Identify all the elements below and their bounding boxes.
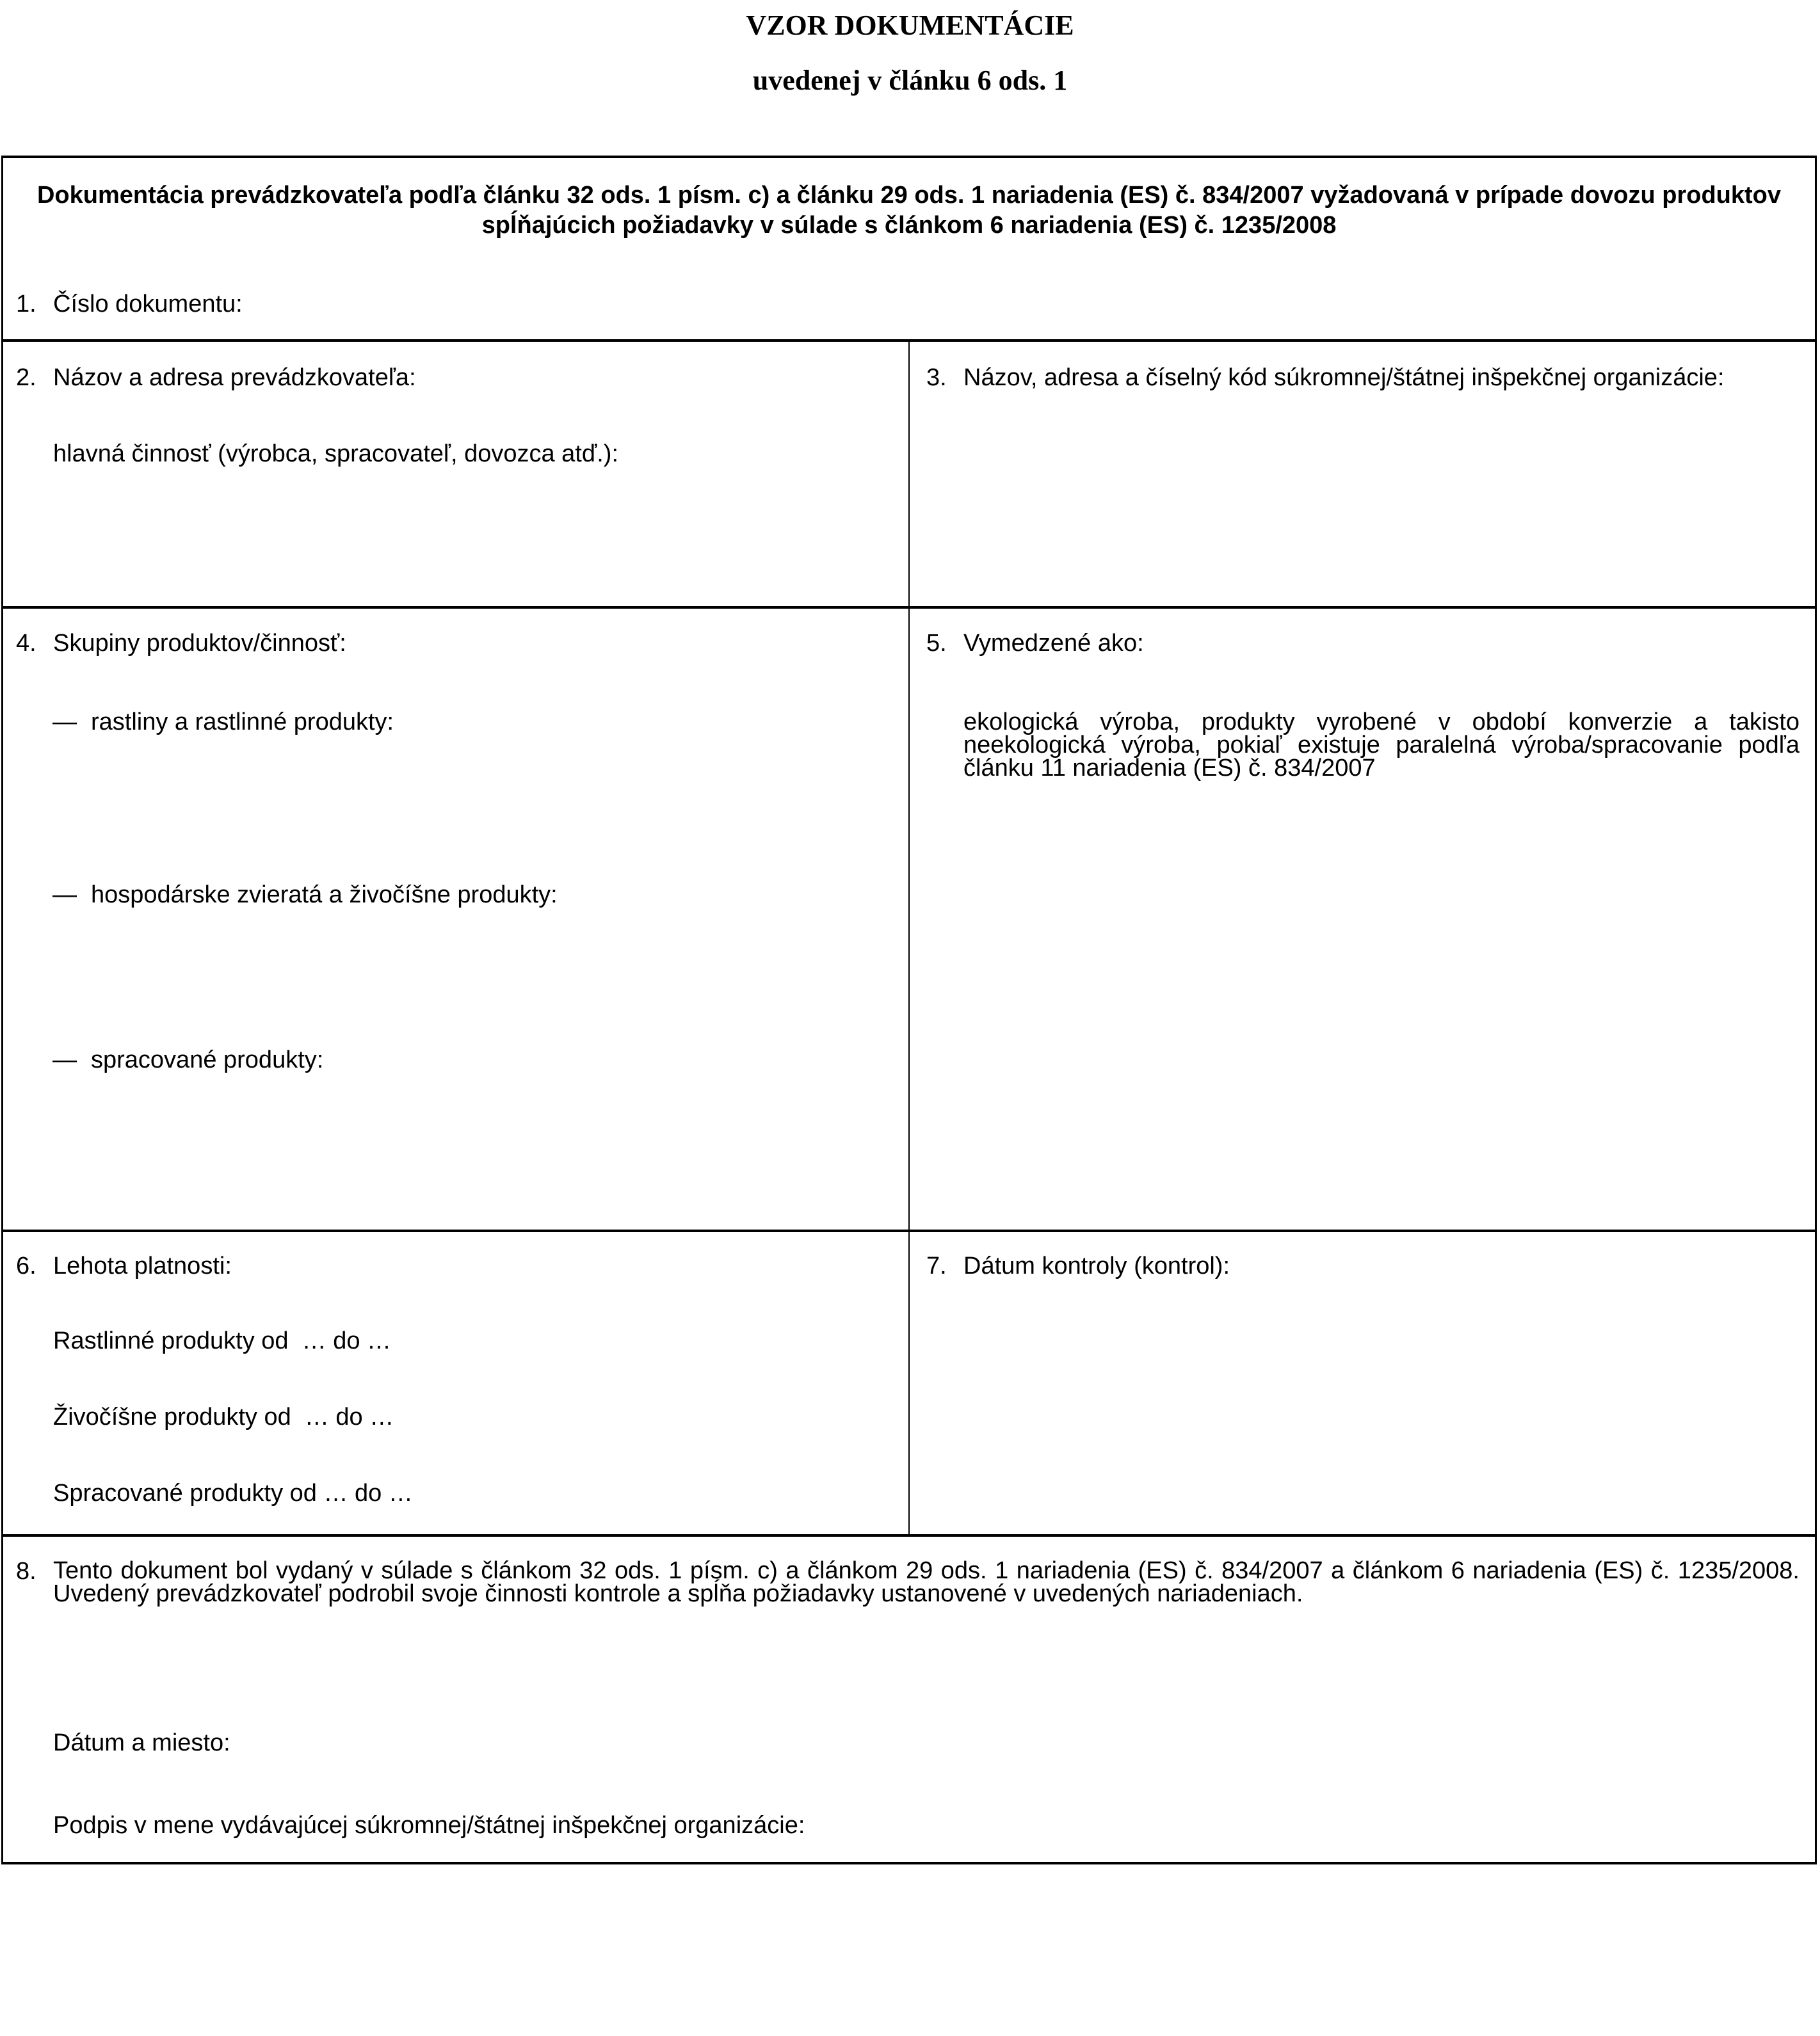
field-1-label: Číslo dokumentu: — [53, 291, 243, 317]
product-group-label: rastliny a rastlinné produkty: — [91, 709, 394, 735]
field-3 — [926, 365, 1724, 390]
field-2-number: 2. — [16, 364, 36, 391]
field-7 — [926, 1254, 1230, 1278]
intro-heading: Dokumentácia prevádzkovateľa podľa článku 32 ods. 1 písm. c) a článku 29 ods. 1 nariadenia (ES) č. 834/2007 vyžadovaná v prípade dovozu produktov spĺňajúcich požiadavky v súlade s článkom 6 nariadenia (ES) č. 1235/2008 — [36, 182, 1781, 239]
field-1-number: 1. — [16, 291, 36, 317]
field-6-label: Lehota platnosti: — [53, 1253, 232, 1279]
dash-bullet: — — [52, 709, 77, 735]
table-border-left — [1, 156, 3, 1864]
field-3-label: Názov, adresa a číselný kód súkromnej/štátnej inšpekčnej organizácie: — [963, 364, 1725, 391]
operator-details-field[interactable] — [53, 474, 885, 595]
product-group-item[interactable] — [52, 883, 558, 907]
validity-processed-products[interactable]: Spracované produkty od … do … — [53, 1480, 413, 1507]
table-border-bottom — [1, 1862, 1817, 1864]
signature-label: Podpis v mene vydávajúcej súkromnej/štátnej inšpekčnej organizácie: — [53, 1812, 805, 1839]
field-8-text: Tento dokument bol vydaný v súlade s článkom 32 ods. 1 písm. c) a článkom 29 ods. 1 nariadenia (ES) č. 834/2007 a článkom 6 nariadenia (ES) č. 1235/2008. Uvedený prevádzkovateľ podrobil svoje činnosti kontrole a spĺňa požiadavky ustanovené v uvedených nariadeniach. — [53, 1557, 1800, 1607]
field-5 — [926, 631, 1144, 655]
date-place-field[interactable] — [269, 1728, 1792, 1760]
validity-plant-products[interactable]: Rastlinné produkty od … do … — [53, 1327, 392, 1354]
table-border-right — [1815, 156, 1817, 1864]
signature-field[interactable] — [896, 1810, 1792, 1842]
dash-bullet: — — [52, 1046, 77, 1073]
inspection-body-field[interactable] — [963, 410, 1796, 595]
product-group-item[interactable] — [52, 1048, 323, 1072]
document-title: VZOR DOKUMENTÁCIE — [746, 10, 1074, 41]
field-4-number: 4. — [16, 630, 36, 657]
field-4 — [16, 631, 346, 655]
field-8-number: 8. — [16, 1558, 36, 1585]
field-3-number: 3. — [926, 364, 947, 391]
field-4-label: Skupiny produktov/činnosť: — [53, 630, 346, 657]
validity-animal-products[interactable]: Živočíšne produkty od … do … — [53, 1404, 394, 1431]
field-7-number: 7. — [926, 1253, 947, 1279]
field-6-number: 6. — [16, 1253, 36, 1279]
field-2 — [16, 365, 416, 390]
product-group-item[interactable] — [52, 710, 394, 734]
field-2-sublabel: hlavná činnosť (výrobca, spracovateľ, dovozca atď.): — [53, 440, 618, 467]
field-5-label: Vymedzené ako: — [963, 630, 1144, 657]
field-5-number: 5. — [926, 630, 947, 657]
inspection-date-field[interactable] — [963, 1299, 1796, 1517]
dash-bullet: — — [52, 881, 77, 908]
field-6 — [16, 1254, 232, 1278]
product-group-label: spracované produkty: — [91, 1046, 324, 1073]
field-1 — [16, 292, 243, 316]
date-place-label: Dátum a miesto: — [53, 1729, 230, 1756]
document-subtitle: uvedenej v článku 6 ods. 1 — [752, 65, 1068, 96]
product-group-label: hospodárske zvieratá a živočíšne produkty: — [91, 881, 558, 908]
column-divider — [908, 341, 910, 1535]
field-2-label: Názov a adresa prevádzkovateľa: — [53, 364, 416, 391]
table-border-top — [1, 156, 1817, 158]
field-7-label: Dátum kontroly (kontrol): — [963, 1253, 1230, 1279]
field-5-text: ekologická výroba, produkty vyrobené v období konverzie a takisto neekologická výroba, pokiaľ existuje paralelná výroba/spracovanie podľa článku 11 nariadenia (ES) č. 834/2007 — [963, 709, 1800, 782]
document-number-field[interactable] — [256, 288, 1792, 320]
